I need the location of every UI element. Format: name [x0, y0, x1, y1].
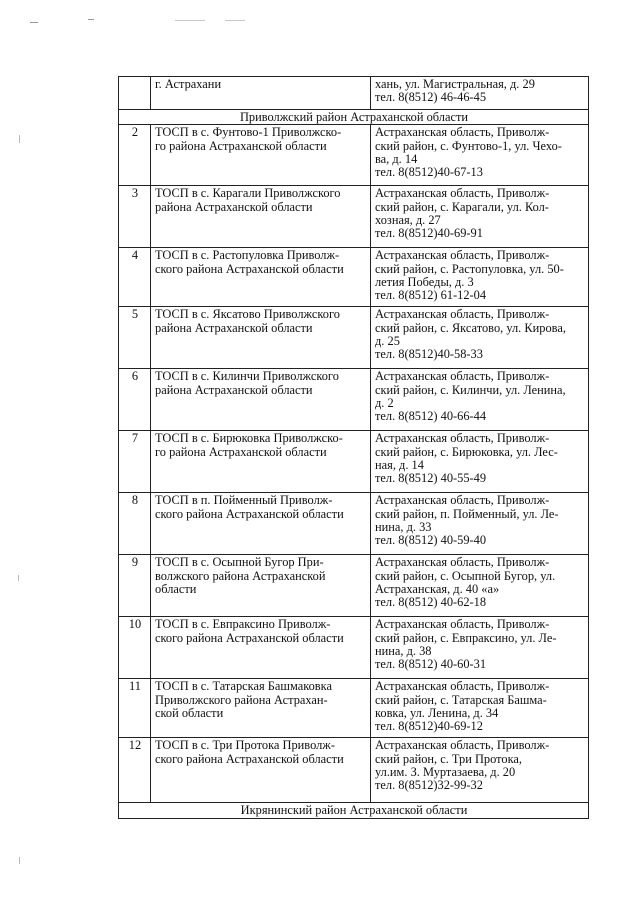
row-number: 3 [119, 186, 151, 248]
row-number: 9 [119, 555, 151, 617]
office-address: Астраханская область, Приволж- ский район, с. Татарская Башма- ковка, ул. Ленина, д. 34 тел. 8(8512)40-69-12 [371, 679, 589, 738]
office-name: ТОСП в с. Карагали Приволжского района Астраханской области [151, 186, 371, 248]
row-number: 12 [119, 738, 151, 803]
tosp-address-table [118, 76, 589, 819]
office-address: хань, ул. Магистральная, д. 29 тел. 8(8512) 46-46-45 [371, 77, 589, 110]
office-name: ТОСП в с. Килинчи Приволжского района Астраханской области [151, 369, 371, 431]
table-row [119, 617, 589, 679]
row-number: 8 [119, 493, 151, 555]
table-row [119, 248, 589, 307]
scan-mark [30, 22, 38, 23]
section-title-ikryaninsky: Икрянинский район Астраханской области [119, 803, 589, 818]
table-row [119, 125, 589, 186]
office-name: ТОСП в с. Три Протока Приволж- ского района Астраханской области [151, 738, 371, 803]
table-row [119, 493, 589, 555]
office-address: Астраханская область, Приволж- ский район, с. Яксатово, ул. Кирова, д. 25 тел. 8(8512)40-58-33 [371, 307, 589, 369]
office-name: ТОСП в с. Евпраксино Приволж- ского района Астраханской области [151, 617, 371, 679]
office-address: Астраханская область, Приволж- ский район, с. Осыпной Бугор, ул. Астраханская, д. 40 «а» тел. 8(8512) 40-62-18 [371, 555, 589, 617]
table-row [119, 431, 589, 493]
table-row-continued [119, 77, 589, 110]
office-name: ТОСП в с. Бирюковка Приволжско- го района Астраханской области [151, 431, 371, 493]
office-name: ТОСП в с. Татарская Башмаковка Приволжского района Астрахан- ской области [151, 679, 371, 738]
row-number: 11 [119, 679, 151, 738]
scan-mark [175, 20, 205, 21]
office-address: Астраханская область, Приволж- ский район, с. Карагали, ул. Кол- хозная, д. 27 тел. 8(8512)40-69-91 [371, 186, 589, 248]
office-name: ТОСП в с. Фунтово-1 Приволжско- го района Астраханской области [151, 125, 371, 186]
scan-mark [19, 857, 20, 864]
row-number: 7 [119, 431, 151, 493]
row-number: 6 [119, 369, 151, 431]
section-header-row [119, 803, 589, 818]
table-row [119, 369, 589, 431]
office-name: ТОСП в с. Растопуловка Приволж- ского района Астраханской области [151, 248, 371, 307]
table-row [119, 679, 589, 738]
office-address: Астраханская область, Приволж- ский район, п. Пойменный, ул. Ле- нина, д. 33 тел. 8(8512) 40-59-40 [371, 493, 589, 555]
scan-mark [225, 20, 245, 21]
row-number: 10 [119, 617, 151, 679]
table-row [119, 738, 589, 803]
office-address: Астраханская область, Приволж- ский район, с. Бирюковка, ул. Лес- ная, д. 14 тел. 8(8512) 40-55-49 [371, 431, 589, 493]
office-address: Астраханская область, Приволж- ский район, с. Фунтово-1, ул. Чехо- ва, д. 14 тел. 8(8512)40-67-13 [371, 125, 589, 186]
row-number [119, 77, 151, 110]
row-number: 2 [119, 125, 151, 186]
table-row [119, 186, 589, 248]
office-name: ТОСП в с. Осыпной Бугор При- волжского района Астраханской области [151, 555, 371, 617]
office-address: Астраханская область, Приволж- ский район, с. Растопуловка, ул. 50- летия Победы, д. 3 тел. 8(8512) 61-12-04 [371, 248, 589, 307]
section-header-row [119, 110, 589, 125]
office-address: Астраханская область, Приволж- ский район, с. Три Протока, ул.им. З. Муртазаева, д. 20 тел. 8(8512)32-99-32 [371, 738, 589, 803]
office-name: ТОСП в п. Пойменный Приволж- ского района Астраханской области [151, 493, 371, 555]
scan-mark [19, 135, 20, 143]
office-name: г. Астрахани [151, 77, 371, 110]
scan-mark [18, 575, 19, 581]
scan-mark [88, 19, 94, 20]
office-address: Астраханская область, Приволж- ский район, с. Килинчи, ул. Ленина, д. 2 тел. 8(8512) 40-66-44 [371, 369, 589, 431]
row-number: 5 [119, 307, 151, 369]
office-name: ТОСП в с. Яксатово Приволжского района Астраханской области [151, 307, 371, 369]
office-address: Астраханская область, Приволж- ский район, с. Евпраксино, ул. Ле- нина, д. 38 тел. 8(8512) 40-60-31 [371, 617, 589, 679]
row-number: 4 [119, 248, 151, 307]
table-row [119, 555, 589, 617]
table-row [119, 307, 589, 369]
section-title-privolzhsky: Приволжский район Астраханской области [119, 110, 589, 125]
